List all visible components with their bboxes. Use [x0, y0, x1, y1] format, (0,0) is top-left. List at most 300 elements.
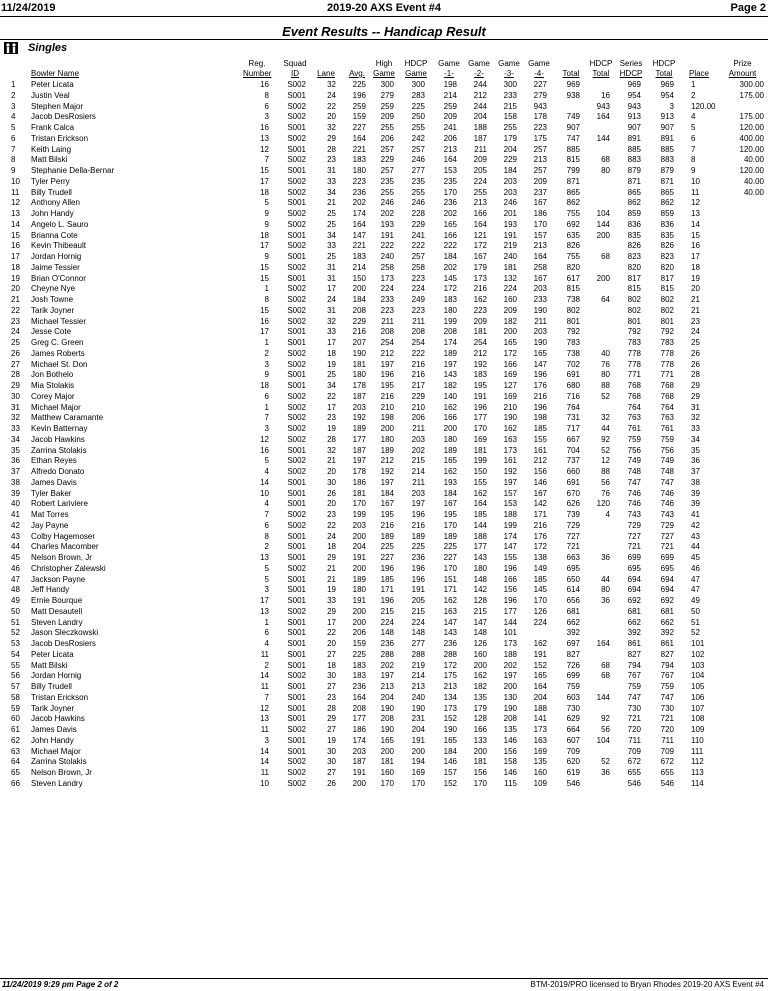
- cell-hdcp-game: 255: [411, 187, 425, 197]
- cell-game-1: 225: [443, 542, 457, 552]
- cell-squad-id: S001: [287, 585, 306, 595]
- cell-squad-id: S001: [287, 198, 306, 208]
- cell-series-hdcp: 827: [627, 649, 641, 659]
- cell-lane: 34: [327, 187, 336, 197]
- cell-high-game: 148: [380, 628, 394, 638]
- cell-row-number: 8: [11, 155, 16, 165]
- cell-hdcp-game: 211: [412, 477, 425, 487]
- cell-high-game: 196: [380, 563, 394, 573]
- table-row: [0, 768, 768, 779]
- cell-game-3: 219: [503, 241, 517, 251]
- cell-game-1: 151: [443, 574, 457, 584]
- cell-total: 792: [566, 327, 580, 337]
- cell-place: 114: [691, 778, 704, 788]
- cell-game-4: 224: [533, 617, 547, 627]
- cell-place: 21: [691, 295, 700, 304]
- cell-avg: 191: [352, 768, 366, 777]
- cell-game-1: 166: [443, 230, 457, 240]
- cell-hdcp-total: 52: [601, 445, 610, 455]
- cell-place: 13: [691, 209, 700, 218]
- cell-high-game: 216: [380, 520, 394, 530]
- cell-game-3: 162: [503, 424, 517, 433]
- cell-high-game: 202: [380, 209, 394, 218]
- cell-avg: 174: [352, 735, 366, 745]
- cell-hdcp-game: 249: [411, 295, 425, 304]
- cell-game-3: 127: [503, 381, 517, 390]
- cell-squad-id: S002: [287, 456, 306, 466]
- cell-hdcp-total-2: 662: [660, 617, 674, 627]
- cell-game-1: 189: [443, 445, 457, 455]
- cell-high-game: 197: [380, 477, 394, 487]
- cell-hdcp-total: 40: [601, 348, 610, 358]
- table-row: [0, 607, 768, 618]
- results-table: [0, 80, 768, 790]
- cell-high-game: 196: [380, 596, 394, 605]
- cell-row-number: 17: [11, 252, 20, 261]
- table-row: [0, 274, 768, 285]
- cell-hdcp-total: 80: [601, 370, 610, 380]
- cell-game-1: 200: [443, 424, 457, 433]
- cell-hdcp-total: 92: [601, 714, 610, 724]
- cell-game-2: 144: [473, 520, 487, 530]
- cell-squad-id: S002: [287, 606, 306, 616]
- footer-rule: [0, 978, 768, 979]
- cell-game-2: 150: [473, 467, 487, 476]
- cell-game-3: 130: [503, 692, 517, 702]
- cell-hdcp-total: 36: [601, 553, 610, 562]
- cell-reg-number: 7: [264, 692, 269, 702]
- cell-high-game: 173: [380, 273, 394, 283]
- cell-high-game: 255: [380, 123, 394, 132]
- cell-total: 739: [566, 510, 580, 519]
- cell-hdcp-total-2: 747: [660, 692, 674, 702]
- cell-game-4: 156: [533, 467, 547, 476]
- cell-row-number: 1: [11, 80, 16, 89]
- cell-place: 110: [691, 735, 704, 745]
- cell-reg-number: 12: [260, 434, 269, 444]
- cell-game-2: 181: [473, 445, 487, 455]
- cell-row-number: 60: [11, 714, 20, 724]
- cell-bowler-name: Jordan Hornig: [31, 671, 82, 681]
- cell-game-1: 222: [443, 241, 457, 251]
- col-series-hdcp: Series HDCP: [619, 59, 643, 78]
- cell-hdcp-game: 223: [411, 273, 425, 283]
- cell-hdcp-total-2: 792: [660, 327, 674, 337]
- cell-place: 107: [691, 703, 705, 713]
- cell-prize-amount: 175.00: [739, 112, 764, 122]
- cell-game-3: 191: [503, 230, 517, 240]
- cell-row-number: 61: [11, 725, 20, 734]
- cell-game-1: 235: [443, 176, 457, 186]
- cell-avg: 196: [352, 90, 366, 100]
- table-row: [0, 714, 768, 725]
- cell-game-1: 152: [443, 778, 457, 788]
- cell-game-4: 186: [533, 209, 547, 218]
- cell-avg: 236: [352, 682, 366, 691]
- cell-series-hdcp: 662: [627, 617, 641, 627]
- cell-bowler-name: Greg C. Green: [31, 338, 84, 347]
- cell-game-2: 170: [473, 424, 487, 433]
- cell-squad-id: S001: [287, 499, 306, 509]
- cell-bowler-name: Michael Tessier: [31, 316, 86, 326]
- table-row: [0, 682, 768, 693]
- cell-total: 692: [566, 219, 580, 229]
- cell-prize-amount: 400.00: [739, 133, 764, 143]
- cell-bowler-name: Stephen Major: [31, 101, 84, 111]
- cell-total: 738: [566, 348, 580, 358]
- cell-hdcp-total: 56: [601, 477, 610, 487]
- cell-bowler-name: Tyler Perry: [31, 176, 70, 186]
- report-title: Event Results -- Handicap Result: [282, 24, 486, 39]
- table-row: [0, 209, 768, 220]
- cell-place: 23: [691, 316, 700, 326]
- cell-place: 17: [691, 252, 700, 261]
- cell-hdcp-total-2: 694: [660, 574, 674, 584]
- table-row: [0, 467, 768, 478]
- cell-squad-id: S001: [287, 660, 306, 670]
- table-row: [0, 596, 768, 607]
- cell-row-number: 63: [11, 746, 20, 756]
- table-row: [0, 585, 768, 596]
- cell-game-1: 206: [443, 133, 457, 143]
- cell-place: 1: [691, 80, 696, 89]
- cell-lane: 25: [327, 209, 336, 218]
- cell-game-4: 164: [533, 682, 547, 691]
- cell-game-3: 177: [503, 606, 517, 616]
- cell-game-4: 141: [533, 714, 547, 724]
- cell-reg-number: 7: [264, 510, 269, 519]
- cell-game-3: 196: [503, 596, 517, 605]
- cell-lane: 26: [327, 488, 336, 498]
- cell-game-4: 126: [533, 606, 547, 616]
- cell-squad-id: S002: [287, 316, 306, 326]
- cell-hdcp-total-2: 801: [660, 316, 674, 326]
- cell-squad-id: S002: [287, 402, 306, 412]
- cell-hdcp-game: 213: [411, 682, 425, 691]
- cell-series-hdcp: 768: [627, 381, 641, 390]
- cell-game-2: 156: [473, 768, 487, 777]
- cell-high-game: 189: [380, 531, 394, 541]
- cell-series-hdcp: 767: [627, 671, 641, 681]
- cell-reg-number: 5: [264, 563, 269, 573]
- cell-reg-number: 10: [260, 778, 269, 788]
- cell-game-1: 171: [443, 585, 457, 595]
- cell-lane: 27: [327, 682, 336, 691]
- table-row: [0, 370, 768, 381]
- cell-avg: 178: [352, 381, 366, 390]
- cell-row-number: 16: [11, 241, 20, 251]
- cell-game-4: 135: [533, 757, 547, 767]
- cell-hdcp-total-2: 768: [660, 381, 674, 390]
- cell-series-hdcp: 835: [627, 230, 641, 240]
- cell-squad-id: S001: [287, 230, 306, 240]
- cell-row-number: 41: [11, 510, 20, 519]
- table-row: [0, 510, 768, 521]
- cell-series-hdcp: 694: [627, 585, 641, 595]
- cell-bowler-name: Jason Sleczkowski: [31, 628, 99, 638]
- cell-total: 617: [566, 273, 580, 283]
- cell-hdcp-total-2: 802: [660, 305, 674, 315]
- header-rule: [0, 16, 768, 17]
- cell-total: 656: [566, 596, 580, 605]
- cell-reg-number: 7: [264, 155, 269, 165]
- cell-game-2: 255: [473, 187, 487, 197]
- cell-reg-number: 11: [260, 649, 269, 659]
- cell-squad-id: S001: [287, 477, 306, 487]
- cell-game-4: 233: [533, 295, 547, 304]
- cell-reg-number: 13: [260, 553, 269, 562]
- cell-total: 727: [566, 531, 580, 541]
- cell-bowler-name: Tarik Joyner: [31, 305, 75, 315]
- cell-squad-id: S001: [287, 735, 306, 745]
- cell-row-number: 62: [11, 735, 20, 745]
- cell-hdcp-total: 36: [601, 596, 610, 605]
- cell-hdcp-total-2: 748: [660, 467, 674, 476]
- cell-game-3: 224: [503, 284, 517, 294]
- cell-game-1: 189: [443, 348, 457, 358]
- cell-game-3: 255: [503, 123, 517, 132]
- cell-squad-id: S001: [287, 273, 306, 283]
- cell-hdcp-game: 224: [411, 617, 425, 627]
- table-row: [0, 639, 768, 650]
- cell-hdcp-total-2: 747: [660, 477, 674, 487]
- cell-total: 865: [566, 187, 580, 197]
- cell-avg: 216: [352, 327, 366, 337]
- table-row: [0, 661, 768, 672]
- cell-total: 603: [566, 692, 580, 702]
- cell-game-2: 187: [473, 133, 487, 143]
- cell-lane: 20: [327, 467, 336, 476]
- cell-hdcp-total-2: 759: [660, 434, 674, 444]
- header-event: 2019-20 AXS Event #4: [327, 2, 441, 14]
- table-row: [0, 112, 768, 123]
- cell-hdcp-game: 225: [411, 101, 425, 111]
- cell-lane: 34: [327, 381, 336, 390]
- table-row: [0, 220, 768, 231]
- cell-total: 614: [566, 585, 580, 595]
- cell-hdcp-total: 16: [601, 90, 610, 100]
- cell-bowler-name: Kevin Batternay: [31, 424, 88, 433]
- cell-lane: 33: [327, 596, 336, 605]
- cell-game-4: 257: [533, 166, 547, 175]
- cell-place: 26: [691, 359, 700, 369]
- cell-hdcp-game: 216: [411, 359, 425, 369]
- cell-prize-amount: 40.00: [743, 176, 764, 186]
- cell-place: 52: [691, 628, 700, 638]
- cell-game-1: 213: [443, 144, 457, 154]
- cell-bowler-name: Jay Payne: [31, 520, 69, 530]
- cell-avg: 200: [352, 284, 366, 294]
- cell-avg: 183: [352, 671, 366, 681]
- cell-hdcp-total-2: 823: [660, 252, 674, 261]
- cell-squad-id: S002: [287, 757, 306, 767]
- cell-series-hdcp: 891: [627, 133, 641, 143]
- table-row: [0, 80, 768, 91]
- cell-squad-id: S001: [287, 370, 306, 380]
- cell-bowler-name: Jeff Handy: [31, 585, 70, 595]
- cell-hdcp-total: 44: [601, 424, 610, 433]
- cell-series-hdcp: 801: [627, 316, 641, 326]
- cell-hdcp-total-2: 756: [660, 445, 674, 455]
- cell-avg: 225: [352, 649, 366, 659]
- cell-place: 42: [691, 520, 700, 530]
- cell-lane: 18: [327, 542, 336, 552]
- cell-avg: 223: [352, 176, 366, 186]
- cell-total: 680: [566, 381, 580, 390]
- cell-total: 663: [566, 553, 580, 562]
- table-row: [0, 747, 768, 758]
- table-row: [0, 478, 768, 489]
- cell-avg: 203: [352, 520, 366, 530]
- cell-game-3: 192: [503, 467, 517, 476]
- cell-squad-id: S001: [287, 617, 306, 627]
- cell-series-hdcp: 794: [627, 660, 641, 670]
- table-row: [0, 575, 768, 586]
- cell-game-4: 152: [533, 660, 547, 670]
- cell-total: 815: [566, 284, 580, 294]
- cell-hdcp-game: 203: [411, 434, 425, 444]
- cell-reg-number: 16: [260, 316, 269, 326]
- table-row: [0, 553, 768, 564]
- cell-series-hdcp: 743: [627, 510, 641, 519]
- cell-game-3: 166: [503, 359, 517, 369]
- cell-lane: 20: [327, 112, 336, 122]
- cell-lane: 30: [327, 671, 336, 681]
- cell-hdcp-total-2: 879: [660, 166, 674, 175]
- cell-hdcp-game: 210: [411, 402, 425, 412]
- cell-game-1: 145: [443, 273, 457, 283]
- cell-avg: 159: [352, 112, 366, 122]
- cell-game-3: 240: [503, 252, 517, 261]
- cell-game-1: 193: [443, 477, 457, 487]
- cell-squad-id: S002: [287, 434, 306, 444]
- bowling-pins-icon: [4, 42, 18, 54]
- cell-game-1: 202: [443, 209, 457, 218]
- cell-avg: 190: [352, 348, 366, 358]
- cell-bowler-name: Brianna Cote: [31, 230, 78, 240]
- cell-series-hdcp: 747: [627, 477, 641, 487]
- cell-lane: 31: [327, 305, 336, 315]
- cell-game-1: 153: [443, 166, 457, 175]
- cell-avg: 186: [352, 725, 366, 734]
- cell-place: 112: [691, 757, 704, 767]
- cell-high-game: 167: [380, 499, 394, 509]
- cell-bowler-name: Alfredo Donato: [31, 467, 85, 476]
- cell-game-3: 199: [503, 520, 517, 530]
- cell-game-1: 157: [443, 768, 457, 777]
- cell-bowler-name: Matt Bilski: [31, 155, 68, 165]
- cell-avg: 159: [352, 639, 366, 648]
- cell-game-1: 165: [443, 735, 457, 745]
- cell-total: 619: [566, 768, 580, 777]
- cell-bowler-name: Peter Licata: [31, 649, 74, 659]
- cell-row-number: 53: [11, 639, 20, 648]
- cell-hdcp-total-2: 969: [660, 80, 674, 89]
- cell-squad-id: S001: [287, 144, 306, 154]
- cell-reg-number: 14: [260, 671, 269, 681]
- cell-hdcp-game: 288: [411, 649, 425, 659]
- cell-row-number: 55: [11, 660, 20, 670]
- cell-bowler-name: Matthew Caramante: [31, 413, 104, 423]
- cell-high-game: 165: [380, 735, 394, 745]
- cell-game-3: 209: [503, 305, 517, 315]
- cell-bowler-name: Michael St. Don: [31, 359, 88, 369]
- cell-lane: 18: [327, 660, 336, 670]
- cell-reg-number: 8: [264, 531, 269, 541]
- cell-place: 21: [691, 305, 700, 315]
- cell-game-4: 216: [533, 391, 547, 401]
- cell-series-hdcp: 815: [627, 284, 641, 294]
- cell-total: 747: [566, 133, 580, 143]
- cell-high-game: 206: [380, 133, 394, 143]
- cell-total: 695: [566, 563, 580, 573]
- table-row: [0, 725, 768, 736]
- cell-hdcp-total-2: 861: [660, 639, 674, 648]
- cell-hdcp-total-2: 826: [660, 241, 674, 251]
- cell-lane: 23: [327, 155, 336, 165]
- cell-place: 26: [691, 348, 700, 358]
- cell-place: 45: [691, 553, 700, 562]
- cell-game-3: 300: [503, 80, 517, 89]
- cell-hdcp-total-2: 729: [660, 520, 674, 530]
- cell-lane: 23: [327, 413, 336, 423]
- cell-hdcp-total-2: 907: [660, 123, 674, 132]
- cell-game-2: 160: [473, 649, 487, 659]
- table-row: [0, 403, 768, 414]
- cell-row-number: 12: [11, 198, 20, 208]
- cell-hdcp-total-2: 746: [660, 499, 674, 509]
- cell-high-game: 196: [380, 370, 394, 380]
- cell-bowler-name: Jacob DesRosiers: [31, 112, 96, 122]
- cell-series-hdcp: 730: [627, 703, 641, 713]
- cell-game-2: 126: [473, 639, 487, 648]
- cell-reg-number: 11: [260, 725, 269, 734]
- cell-game-4: 185: [533, 424, 547, 433]
- cell-place: 36: [691, 456, 700, 466]
- table-row: [0, 446, 768, 457]
- cell-avg: 200: [352, 563, 366, 573]
- cell-reg-number: 9: [264, 252, 269, 261]
- cell-bowler-name: Nelson Brown, Jr: [31, 768, 92, 777]
- col-prize-amount: Prize Amount: [728, 59, 757, 78]
- cell-reg-number: 18: [260, 230, 269, 240]
- cell-game-1: 167: [443, 499, 457, 509]
- cell-hdcp-game: 257: [411, 252, 425, 261]
- cell-hdcp-total-2: 835: [660, 230, 674, 240]
- cell-game-2: 162: [473, 671, 487, 681]
- cell-hdcp-total-2: 820: [660, 262, 674, 272]
- cell-avg: 204: [352, 542, 366, 552]
- cell-hdcp-game: 229: [411, 391, 425, 401]
- cell-lane: 34: [327, 230, 336, 240]
- cell-hdcp-total: 56: [601, 725, 610, 734]
- cell-reg-number: 2: [264, 660, 269, 670]
- cell-series-hdcp: 747: [627, 692, 641, 702]
- cell-series-hdcp: 817: [627, 273, 641, 283]
- cell-hdcp-total-2: 771: [660, 370, 674, 380]
- cell-hdcp-total-2: 954: [660, 90, 674, 100]
- cell-reg-number: 2: [264, 348, 269, 358]
- cell-place: 47: [691, 585, 700, 595]
- cell-game-4: 175: [533, 133, 547, 143]
- cell-row-number: 26: [11, 348, 20, 358]
- cell-avg: 147: [352, 230, 366, 240]
- cell-high-game: 208: [380, 327, 394, 337]
- cell-bowler-name: James Roberts: [31, 348, 85, 358]
- cell-game-4: 138: [533, 553, 547, 562]
- cell-bowler-name: Ethan Reyes: [31, 456, 77, 466]
- cell-avg: 221: [352, 144, 366, 154]
